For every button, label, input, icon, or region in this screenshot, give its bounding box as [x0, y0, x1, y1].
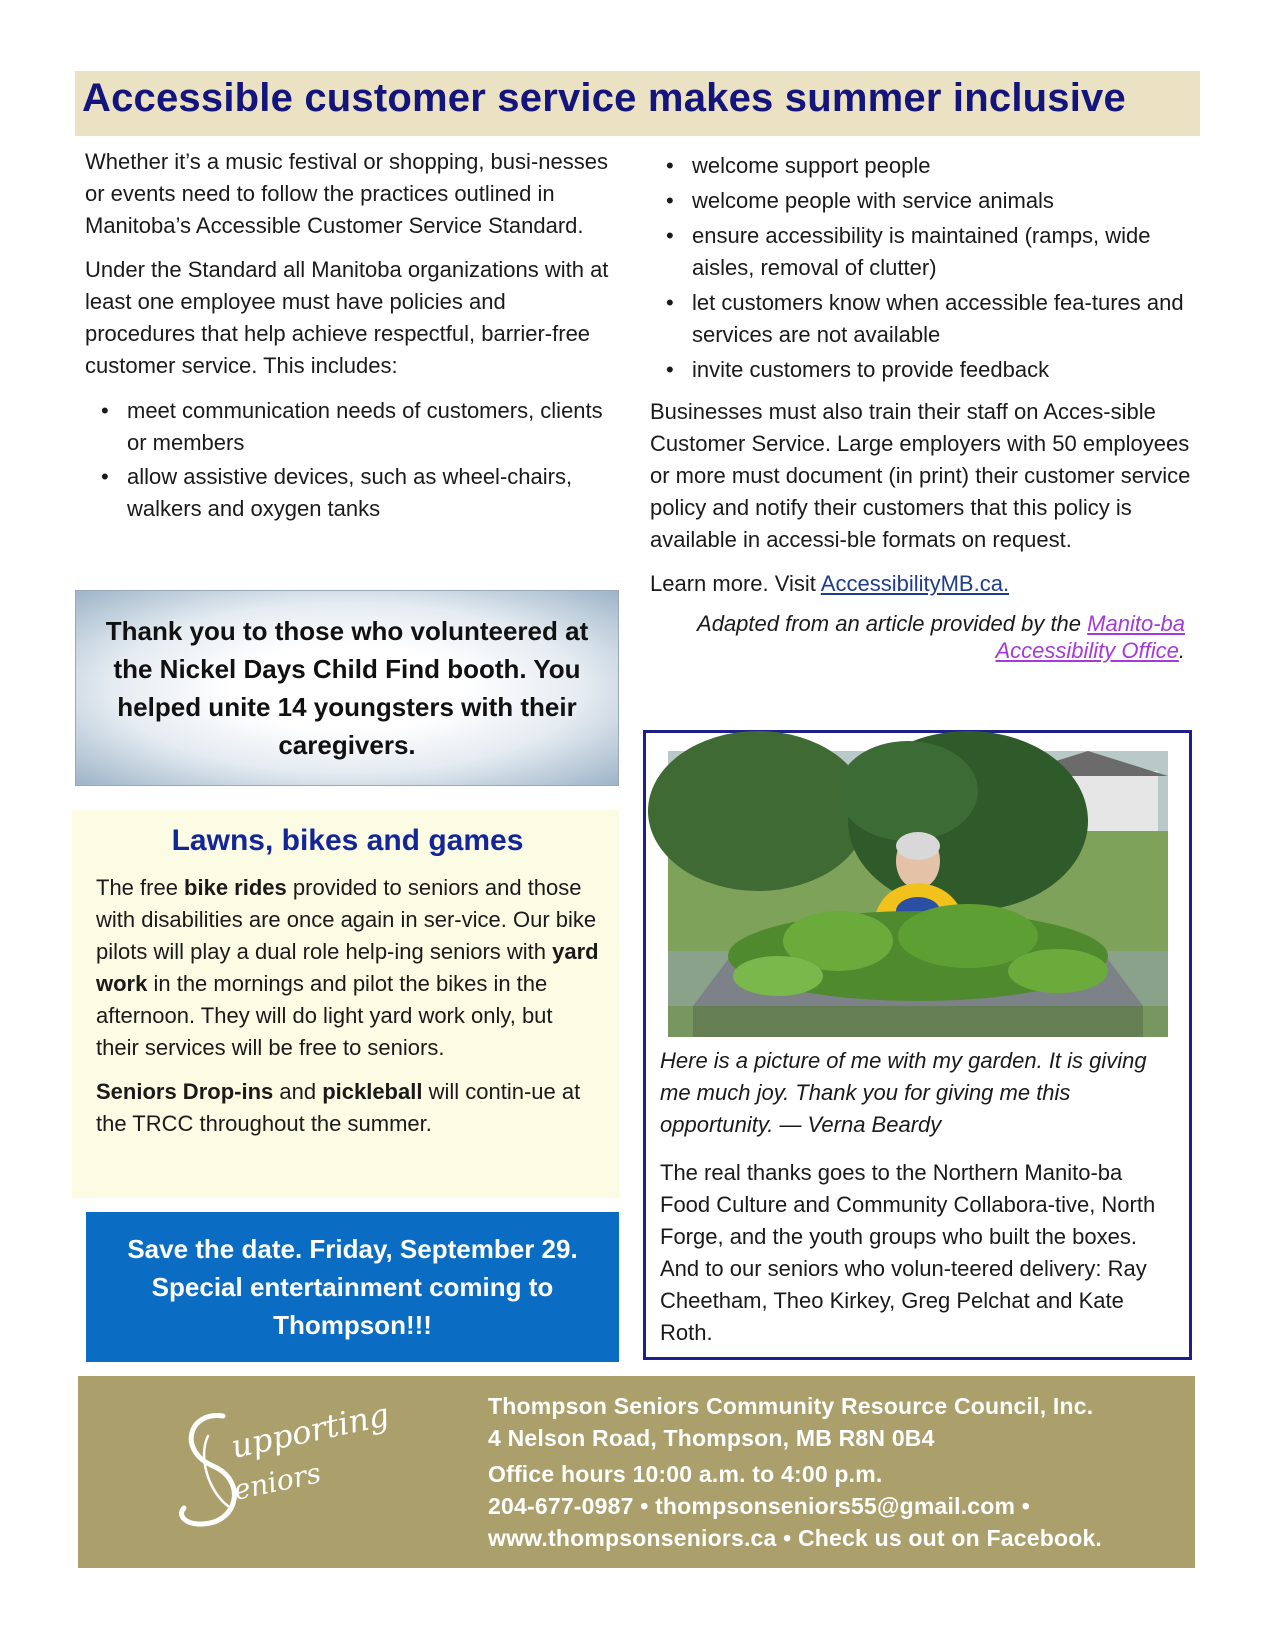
training-paragraph: Businesses must also train their staff on Acces-sible Customer Service. Large employers with 50 employees or more must document (in print) their customer service policy and notify their customers that this policy is available in accessi-ble formats on request. [650, 399, 1191, 552]
adapted-period: . [1178, 638, 1185, 663]
text-run: and [273, 1079, 323, 1104]
svg-text:upporting: upporting [227, 1395, 393, 1466]
logo-graphic [168, 1395, 393, 1546]
bold-run: yard work [96, 939, 599, 996]
org-address: 4 Nelson Road, Thompson, MB R8N 0B4 [488, 1425, 935, 1451]
bold-run: bike rides [184, 875, 287, 900]
standard-paragraph: Under the Standard all Manitoba organizations with at least one employee must have policies and procedures that help achieve respectful, barrier-free customer service. This includes: [85, 257, 609, 378]
garden-photo-illustration [668, 751, 1168, 1037]
list-item: • invite customers to provide feedback [650, 354, 1195, 386]
learn-more-text: Learn more. Visit [650, 571, 821, 596]
bike-paragraph [96, 872, 599, 1064]
list-item: • ensure accessibility is maintained (ramps, wide aisles, removal of clutter) [650, 220, 1195, 284]
volunteer-thanks-box [75, 590, 619, 786]
list-item: • meet communication needs of customers, clients or members [85, 395, 610, 459]
includes-list [85, 395, 610, 525]
practices-list [650, 150, 1195, 386]
bold-run: Seniors Drop-ins [96, 1079, 274, 1104]
adapted-credit [650, 610, 1195, 664]
intro-paragraph: Whether it’s a music festival or shopping, busi-nesses or events need to follow the practices outlined in Manitoba’s Accessible Customer Service Standard. [85, 149, 608, 238]
text-run: in the mornings and pilot the bikes in the afternoon. They will do light yard work only, but their services will be free to seniors. [96, 971, 553, 1060]
web-line: www.thompsonseniors.ca • Check us out on Facebook. [488, 1525, 1103, 1551]
lawns-heading: Lawns, bikes and games [171, 824, 524, 857]
lawns-box [72, 810, 619, 1198]
collaborative-thanks: The real thanks goes to the Northern Manito-ba Food Culture and Community Collabora-tive, North Forge, and the youth groups who built the boxes. And to our seniors who volun-teered delivery: Ray Cheetham, Theo Kirkey, Greg Pelchat and Kate Roth. [660, 1160, 1156, 1345]
bold-run: pickleball [322, 1079, 423, 1104]
text-run: The free [96, 875, 185, 900]
adapted-text: Adapted from an article provided by the [697, 611, 1088, 636]
footer [78, 1376, 1195, 1568]
list-item: • welcome people with service animals [650, 185, 1195, 217]
text-run: provided to seniors and those with disabilities are once again in ser-vice. Our bike pilots will play a dual role help-ing seniors with [96, 875, 597, 964]
footer-contact-block [488, 1390, 1102, 1554]
accessibility-link[interactable]: AccessibilityMB.ca. [820, 571, 1010, 596]
list-item: • welcome support people [650, 150, 1195, 182]
contact-line: 204-677-0987 • thompsonseniors55@gmail.com • [488, 1493, 1031, 1519]
page-title: Accessible customer service makes summer inclusive [82, 76, 1126, 120]
save-the-date-text: Save the date. Friday, September 29. Special entertainment coming to Thompson!!! [127, 1234, 578, 1340]
right-column [650, 150, 1195, 664]
title-banner [75, 71, 1200, 136]
garden-photo-box [643, 730, 1192, 1360]
learn-more-line [650, 568, 1195, 600]
office-hours: Office hours 10:00 a.m. to 4:00 p.m. [488, 1461, 883, 1487]
supporting-seniors-logo [168, 1395, 393, 1546]
dropin-paragraph [96, 1076, 599, 1140]
save-the-date-box [86, 1212, 619, 1362]
garden-photo [668, 751, 1168, 1037]
volunteer-thanks-text: Thank you to those who volunteered at the Nickel Days Child Find booth. You helped unite 14 youngsters with their caregivers. [105, 616, 589, 760]
left-column [85, 146, 610, 525]
text-run: will contin-ue at the TRCC throughout the summer. [96, 1079, 581, 1136]
list-item: • let customers know when accessible fea-tures and services are not available [650, 287, 1195, 351]
svg-text:eniors: eniors [230, 1456, 324, 1507]
office-link[interactable]: Manito-ba Accessibility Office [995, 611, 1185, 663]
photo-caption: Here is a picture of me with my garden. It is giving me much joy. Thank you for giving me this opportunity. — Verna Beardy [660, 1048, 1147, 1137]
list-item: • allow assistive devices, such as wheel-chairs, walkers and oxygen tanks [85, 461, 610, 525]
org-name: Thompson Seniors Community Resource Council, Inc. [488, 1393, 1094, 1419]
